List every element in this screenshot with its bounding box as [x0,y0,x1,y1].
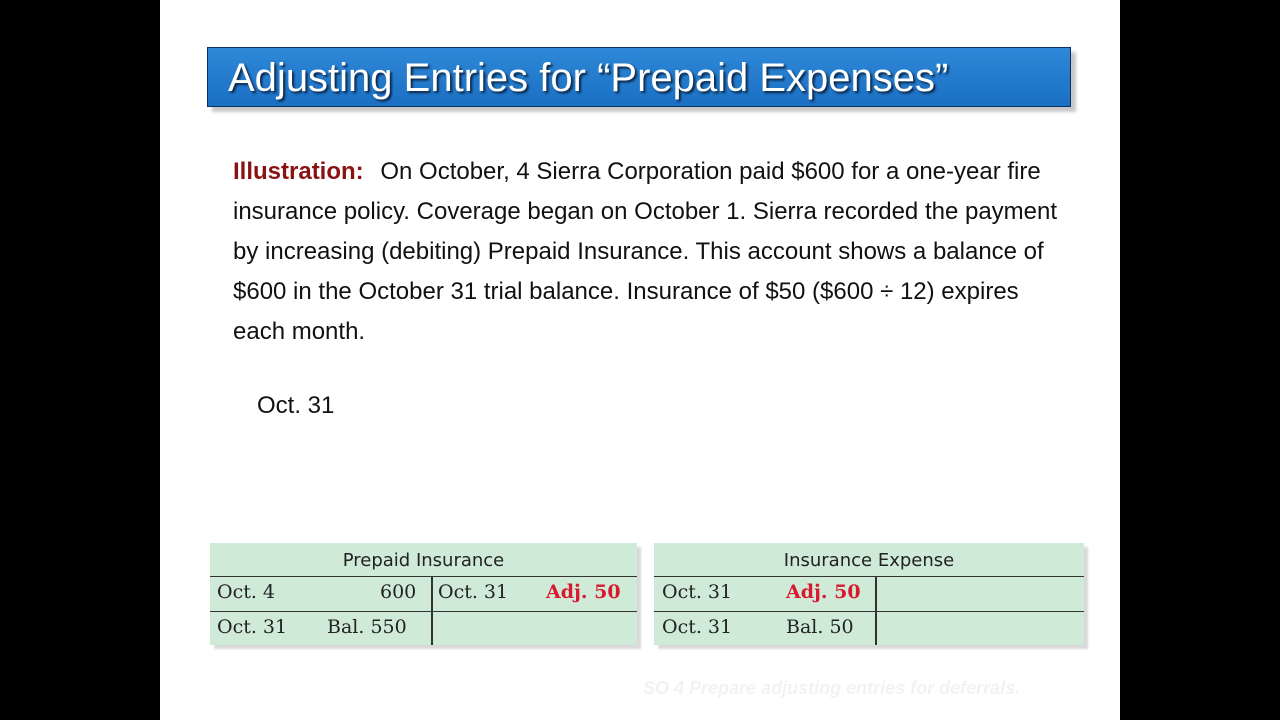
t-account-row [654,612,1084,646]
slide [160,0,1120,720]
debit-date: Oct. 31 [662,581,733,603]
t-account-insurance-expense [654,543,1084,645]
illustration-label: Illustration: [233,158,364,185]
debit-amount: Adj. 50 [786,581,861,603]
credit-amount: Adj. 50 [546,581,621,603]
t-account-title: Prepaid Insurance [210,543,637,577]
slide-title: Adjusting Entries for “Prepaid Expenses” [228,56,949,100]
title-bar [207,47,1071,107]
t-account-title: Insurance Expense [654,543,1084,577]
illustration-paragraph [233,152,1073,352]
illustration-text: On October, 4 Sierra Corporation paid $600 for a one-year fire insurance policy. Coverage began on October 1. Sierra recorded the payment by increasing (debiting) Prepaid Insurance. This account shows a balance of $600 in the October 31 trial balance. Insurance of $50 ($600 ÷ 12) expires each month. [233,158,1058,345]
study-objective-footer: SO 4 Prepare adjusting entries for deferrals. [643,678,1021,698]
t-account-row [210,612,637,646]
debit-date: Oct. 4 [217,581,276,603]
debit-amount: Bal. 50 [786,616,854,638]
debit-date: Oct. 31 [662,616,733,638]
t-account-row [210,577,637,612]
journal-entry-date: Oct. 31 [257,392,335,419]
credit-date: Oct. 31 [438,581,509,603]
t-account-prepaid-insurance [210,543,637,645]
debit-amount: 600 [380,581,417,603]
t-account-row [654,577,1084,612]
debit-amount: Bal. 550 [327,616,407,638]
debit-date: Oct. 31 [217,616,288,638]
